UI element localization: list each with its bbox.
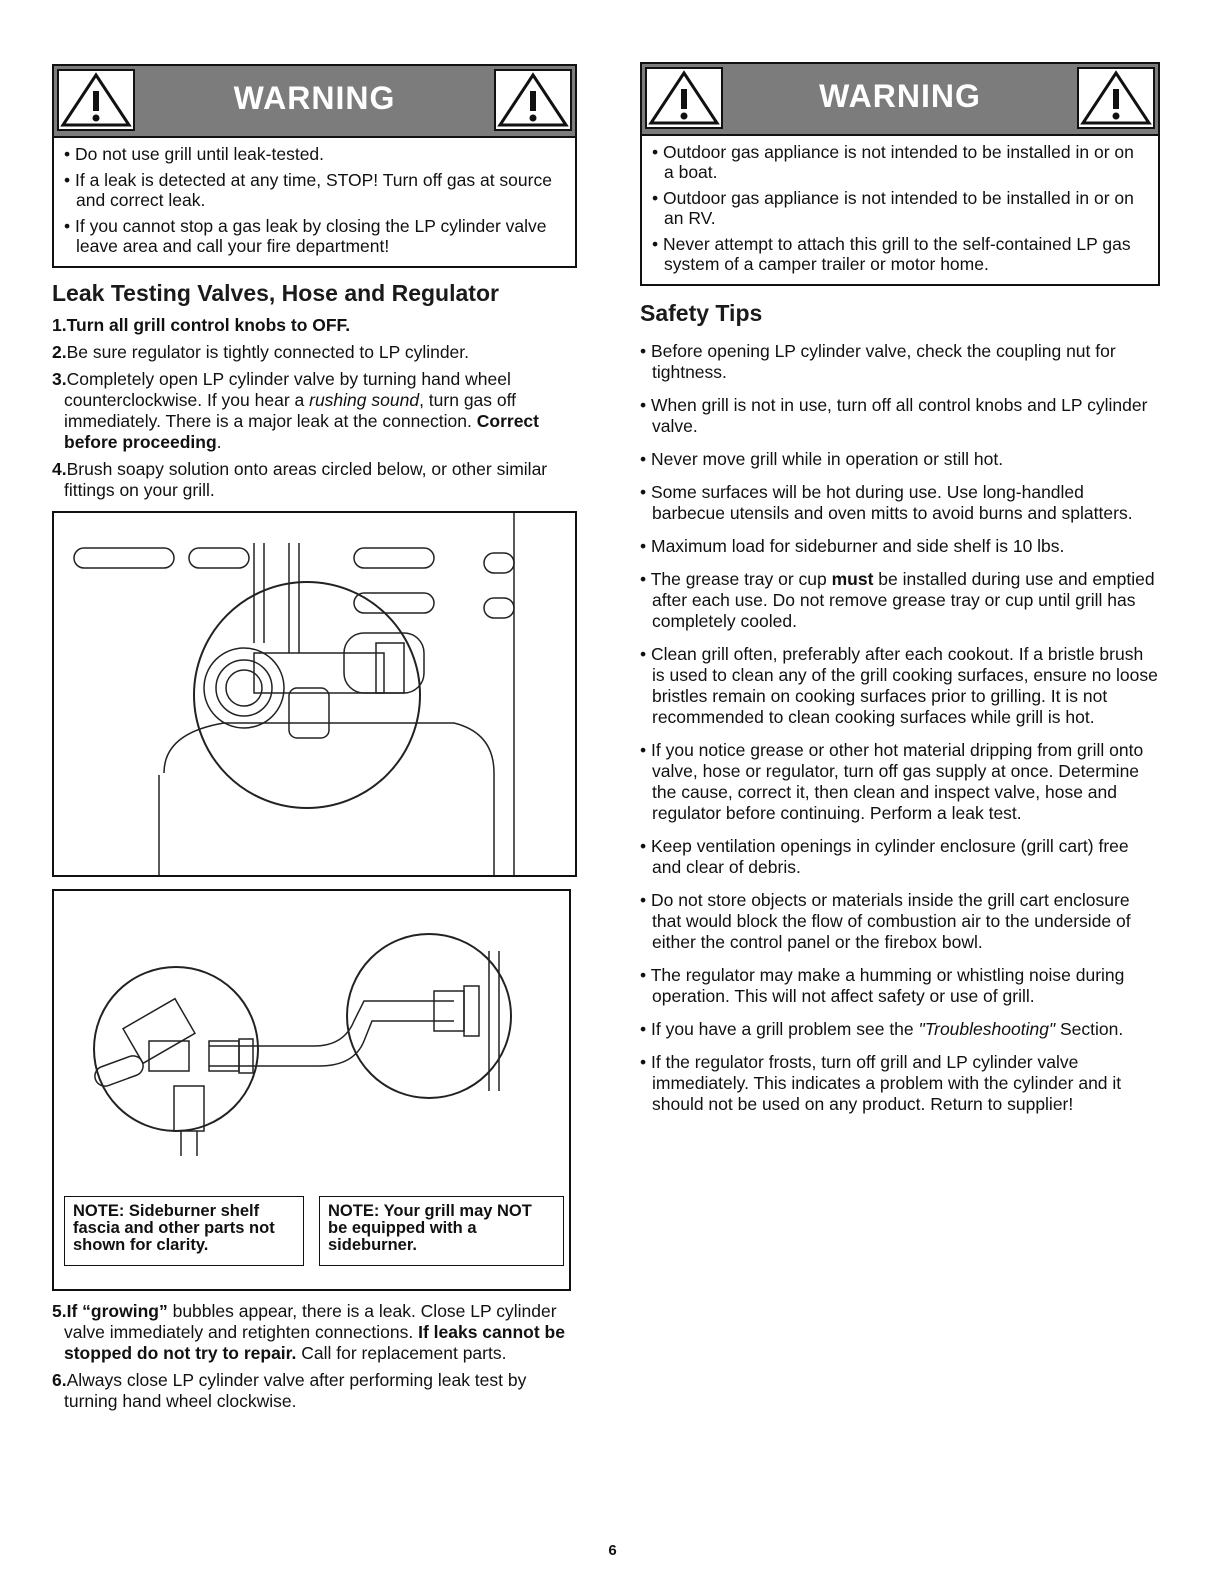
warning-banner (54, 66, 575, 138)
warning-item: • Never attempt to attach this grill to the self-contained LP gas system of a camper trailer or motor home. (652, 234, 1148, 274)
warning-list (54, 138, 575, 266)
warning-item: • Do not use grill until leak-tested. (64, 144, 565, 164)
tip-item: • If the regulator frosts, turn off grill and LP cylinder valve immediately. This indicates a problem with the cylinder and it should not be used on any product. Return to supplier! (640, 1052, 1160, 1115)
warning-item: • Outdoor gas appliance is not intended to be installed in or on a boat. (652, 142, 1148, 182)
section-heading: Safety Tips (640, 300, 763, 326)
tip-item: • Keep ventilation openings in cylinder enclosure (grill cart) free and clear of debris. (640, 836, 1160, 878)
warning-box-right (640, 62, 1160, 286)
regulator-drawing (54, 513, 575, 875)
step-6: 6.Always close LP cylinder valve after performing leak test by turning hand wheel clockwise. (52, 1370, 527, 1411)
tip-item: • Clean grill often, preferably after each cookout. If a bristle brush is used to clean any of the grill cooking surfaces, ensure no loose bristles remain on cooking surfaces prior to grilling. It is not recommended to clean cooking surfaces while grill is hot. (640, 644, 1160, 728)
warning-banner (642, 64, 1158, 136)
warning-title: WARNING (819, 78, 981, 114)
tip-item: • If you notice grease or other hot material dripping from grill onto valve, hose or regulator, turn off gas supply at once. Determine the cause, correct it, then clean and inspect valve, hose and regulator before continuing. Perform a leak test. (640, 740, 1160, 824)
tip-item: • Maximum load for sideburner and side shelf is 10 lbs. (640, 536, 1160, 557)
tip-item: • Do not store objects or materials inside the grill cart enclosure that would block the flow of combustion air to the underside of either the control panel or the firebox bowl. (640, 890, 1160, 953)
tip-item: • Some surfaces will be hot during use. Use long-handled barbecue utensils and oven mitts to avoid burns and splatters. (640, 482, 1160, 524)
warning-item: • If a leak is detected at any time, STOP! Turn off gas at source and correct leak. (64, 170, 565, 210)
warning-box-left (52, 64, 577, 268)
warning-item: • If you cannot stop a gas leak by closing the LP cylinder valve leave area and call your fire department! (64, 216, 565, 256)
safety-tips-list (640, 341, 1160, 1115)
sideburner-illustration (52, 889, 571, 1291)
tip-item: • Never move grill while in operation or still hot. (640, 449, 1160, 470)
warning-triangle-icon (1077, 67, 1155, 129)
note-no-sideburner: NOTE: Your grill may NOT be equipped with a sideburner. (319, 1196, 564, 1266)
step-4: 4.Brush soapy solution onto areas circled below, or other similar fittings on your grill. (52, 459, 548, 500)
note-sideburner-shelf: NOTE: Sideburner shelf fascia and other parts not shown for clarity. (64, 1196, 304, 1266)
steps-list (52, 315, 577, 501)
tip-item-grease: • The grease tray or cup must be installed during use and emptied after each use. Do not remove grease tray or cup until grill has completely cooled. (640, 569, 1160, 632)
step-1: 1.Turn all grill control knobs to OFF. (52, 315, 351, 335)
steps-list-continued (52, 1301, 577, 1412)
left-column (52, 64, 577, 1418)
page-number: 6 (608, 1542, 617, 1559)
step-3: 3.Completely open LP cylinder valve by turning hand wheel counterclockwise. If you hear a rushing sound, turn gas off immediately. There is a major leak at the connection. Correct before proceeding. (52, 369, 539, 452)
right-column (640, 62, 1160, 1127)
warning-triangle-icon (494, 69, 572, 131)
section-heading: Leak Testing Valves, Hose and Regulator (52, 280, 499, 306)
warning-title: WARNING (233, 80, 396, 116)
tip-item: • When grill is not in use, turn off all control knobs and LP cylinder valve. (640, 395, 1160, 437)
step-5: 5.If “growing” bubbles appear, there is a leak. Close LP cylinder valve immediately and retighten connections. If leaks cannot be stopped do not try to repair. Call for replacement parts. (52, 1301, 565, 1363)
tip-item: • The regulator may make a humming or whistling noise during operation. This will not affect safety or use of grill. (640, 965, 1160, 1007)
warning-list (642, 136, 1158, 284)
warning-item: • Outdoor gas appliance is not intended to be installed in or on an RV. (652, 188, 1148, 228)
regulator-illustration (52, 511, 577, 877)
tip-item-troubleshooting: • If you have a grill problem see the "Troubleshooting" Section. (640, 1019, 1160, 1040)
tip-item: • Before opening LP cylinder valve, check the coupling nut for tightness. (640, 341, 1160, 383)
step-2: 2.Be sure regulator is tightly connected to LP cylinder. (52, 342, 470, 362)
